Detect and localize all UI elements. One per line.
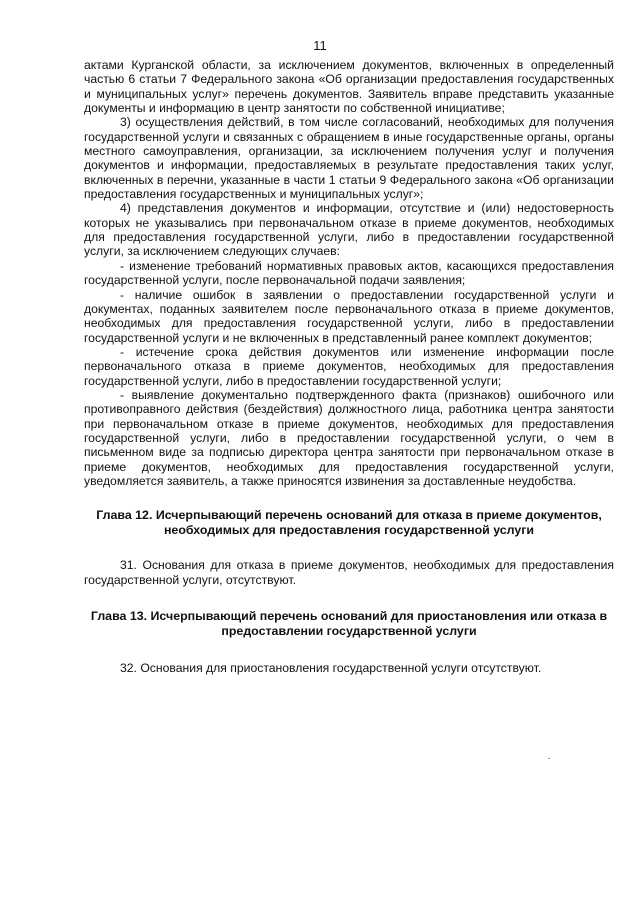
page-number: 11	[313, 38, 327, 53]
chapter-12-heading: Глава 12. Исчерпывающий перечень оснований для отказа в приеме документов, необходимых для предоставления государственной услуги	[96, 508, 602, 538]
chapter-13-heading: Глава 13. Исчерпывающий перечень оснований для приостановления или отказа в предоставлении государственной услуги	[90, 609, 608, 638]
exception-item-1: - изменение требований нормативных правовых актов, касающихся предоставления государственной услуги, после первоначальной подачи заявления;	[84, 258, 614, 288]
paragraph-continuation: актами Курганской области, за исключением документов, включенных в определенный частью 6 статьи 7 Федерального закона «Об организации предоставления государственных и муниципальных услуг» перечень документов. Заявитель вправе представить указанные документы и информацию в центр занятости по собственной инициативе;	[84, 58, 614, 116]
exception-item-2: - наличие ошибок в заявлении о предоставлении государственной услуги и документах, поданных заявителем после первоначального отказа в приеме документов, необходимых для предоставления государственной услуги, либо в предоставлении государственной услуги и не включенных в представленный ранее комплект документов;	[84, 287, 614, 345]
paragraph-item-3: 3) осуществления действий, в том числе согласований, необходимых для получения государственной услуги и связанных с обращением в иные государственные органы, органы местного самоуправления, организации, за исключением получения услуг и получения документов и информации, предоставляемых в результате предоставления таких услуг, включенных в перечни, указанные в части 1 статьи 9 Федерального закона «Об организации предоставления государственных и муниципальных услуг»;	[84, 115, 614, 202]
exception-item-3: - истечение срока действия документов или изменение информации после первоначального отказа в приеме документов, необходимых для предоставления государственной услуги, либо в предоставлении государственной услуги;	[84, 344, 614, 388]
scan-speck	[548, 758, 550, 759]
clause-31: 31. Основания для отказа в приеме документов, необходимых для предоставления государственной услуги, отсутствуют.	[84, 558, 614, 587]
paragraph-item-4: 4) представления документов и информации, отсутствие и (или) недостоверность которых не указывались при первоначальном отказе в приеме документов, необходимых для предоставления государственной услуги, либо в предоставлении государственной услуги, за исключением следующих случаев:	[84, 201, 614, 259]
document-body	[84, 58, 614, 675]
clause-32: 32. Основания для приостановления государственной услуги отсутствуют.	[120, 661, 542, 675]
exception-item-4: - выявление документально подтвержденного факта (признаков) ошибочного или противоправного действия (бездействия) должностного лица, работника центра занятости при первоначальном отказе в приеме документов, необходимых для предоставления государственной услуги, либо в предоставлении государственной услуги, о чем в письменном виде за подписью директора центра занятости при первоначальном отказе в приеме документов, необходимых для предоставления государственной услуги, уведомляется заявитель, а также приносятся извинения за доставленные неудобства.	[84, 387, 614, 488]
